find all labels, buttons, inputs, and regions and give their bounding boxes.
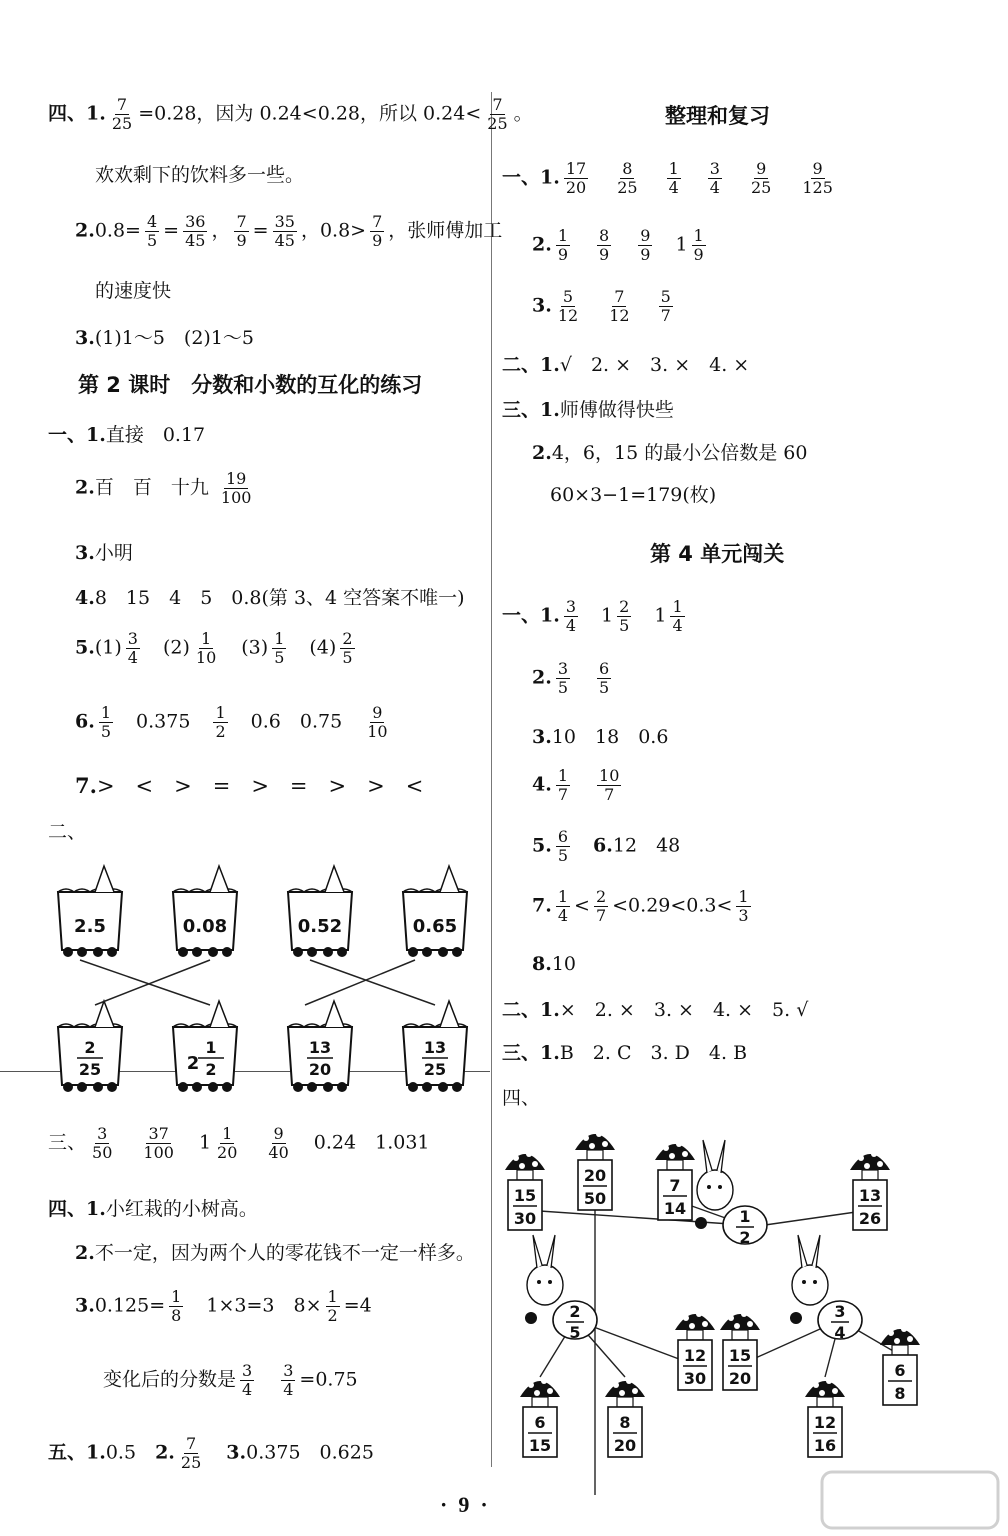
answer-5: 五、1.0.5 2. $\frac{7}{25}$ 3.0.375 0.625 bbox=[48, 1434, 374, 1472]
answer-1-2: 2.百 百 十九 $\frac{19}{100}$ bbox=[75, 469, 252, 507]
review-3-1: 三、1.师傅做得快些 bbox=[502, 399, 674, 421]
watermark-logo bbox=[820, 1470, 1000, 1530]
svg-text:30: 30 bbox=[513, 1209, 537, 1228]
svg-text:30: 30 bbox=[683, 1369, 707, 1388]
mushroom-rabbit-figure bbox=[495, 1115, 965, 1495]
lesson-title: 第 2 课时 分数和小数的互化的练习 bbox=[78, 373, 423, 397]
answer-4-2: 2.0.8= $\frac{4}{5}$ = $\frac{36}{45}$ ， $\frac{7}{9}$ = $\frac{35}{45}$ ，0.8> $\frac{7}{9}$ ，张师傅加工 bbox=[75, 212, 503, 250]
svg-text:12: 12 bbox=[683, 1346, 707, 1365]
part-2-label: 二、 bbox=[48, 821, 87, 843]
svg-text:26: 26 bbox=[858, 1209, 882, 1228]
svg-text:16: 16 bbox=[813, 1436, 837, 1455]
page-number: · 9 · bbox=[440, 1492, 488, 1517]
mushroom-card bbox=[675, 1311, 715, 1390]
svg-text:0.65: 0.65 bbox=[412, 916, 458, 937]
review-1-3: 3. $\frac{5}{12}$ $\frac{7}{12}$ $\frac{5}{7}$ bbox=[532, 287, 671, 325]
unit-3: 三、1.B 2. C 3. D 4. B bbox=[502, 1042, 748, 1064]
svg-text:1: 1 bbox=[205, 1038, 217, 1057]
mushroom-card bbox=[850, 1151, 890, 1230]
svg-text:2: 2 bbox=[739, 1228, 751, 1247]
svg-text:14: 14 bbox=[663, 1199, 687, 1218]
answer-3: 三、 $\frac{3}{50}$ $\frac{37}{100}$ 1 $\frac{1}{20}$ $\frac{9}{40}$ 0.24 1.031 bbox=[48, 1124, 430, 1162]
svg-text:25: 25 bbox=[78, 1060, 102, 1079]
answer-4b-1: 四、1.小红栽的小树高。 bbox=[48, 1198, 258, 1220]
svg-text:13: 13 bbox=[858, 1186, 882, 1205]
svg-text:8: 8 bbox=[894, 1384, 906, 1403]
svg-text:13: 13 bbox=[423, 1038, 447, 1057]
svg-text:15: 15 bbox=[513, 1186, 537, 1205]
answer-1-6: 6. $\frac{1}{5}$ 0.375 $\frac{1}{2}$ 0.6 0.75 $\frac{9}{10}$ bbox=[75, 703, 388, 741]
answer-4-1-cont: 欢欢剩下的饮料多一些。 bbox=[95, 164, 305, 186]
answer-4-3: 3.(1)1～5 (2)1～5 bbox=[75, 327, 255, 349]
svg-text:3: 3 bbox=[834, 1302, 846, 1321]
svg-text:5: 5 bbox=[569, 1323, 581, 1342]
svg-text:15: 15 bbox=[528, 1436, 552, 1455]
unit-2: 二、1.× 2. × 3. × 4. × 5. √ bbox=[502, 999, 809, 1021]
unit-1-5-6: 5. $\frac{6}{5}$ 6.12 48 bbox=[532, 827, 681, 865]
unit-1-4: 4. $\frac{1}{7}$ $\frac{10}{7}$ bbox=[532, 766, 620, 804]
answer-4-1: 四、1. $\frac{7}{25}$ =0.28，因为 0.24<0.28，所以 0.24< $\frac{7}{25}$ 。 bbox=[48, 95, 533, 133]
svg-text:2.5: 2.5 bbox=[74, 916, 106, 937]
review-1-2: 2. $\frac{1}{9}$ $\frac{8}{9}$ $\frac{9}{9}$ 1 $\frac{1}{9}$ bbox=[532, 226, 704, 264]
svg-text:6: 6 bbox=[894, 1361, 906, 1380]
cart-top bbox=[403, 866, 467, 957]
review-1-1: 一、1. $\frac{17}{20}$ $\frac{8}{25}$ $\frac{1}{4}$ $\frac{3}{4}$ $\frac{9}{25}$ $\frac{9}{125}$ bbox=[502, 159, 833, 197]
unit-1-7: 7. $\frac{1}{4}$ < $\frac{2}{7}$ <0.29<0.3< $\frac{1}{3}$ bbox=[532, 887, 749, 925]
unit-title: 第 4 单元闯关 bbox=[650, 542, 785, 566]
cart-bottom bbox=[173, 1001, 237, 1092]
cart-top bbox=[288, 866, 352, 957]
svg-text:2: 2 bbox=[205, 1060, 217, 1079]
cart-bottom bbox=[403, 1001, 467, 1092]
svg-text:25: 25 bbox=[423, 1060, 447, 1079]
fraction: $\frac{9}{125}$ bbox=[802, 159, 833, 197]
answer-4-2-cont: 的速度快 bbox=[95, 280, 172, 302]
svg-text:12: 12 bbox=[813, 1413, 837, 1432]
fraction: $\frac{5}{7}$ bbox=[660, 287, 671, 325]
answer-4b-2: 2.不一定，因为两个人的零花钱不一定一样多。 bbox=[75, 1242, 475, 1264]
svg-text:0.08: 0.08 bbox=[182, 916, 228, 937]
svg-text:20: 20 bbox=[613, 1436, 637, 1455]
fraction: $\frac{17}{20}$ bbox=[565, 159, 587, 197]
rabbit-ellipse bbox=[790, 1235, 862, 1342]
answer-1-3: 3.小明 bbox=[75, 542, 133, 564]
fraction: $\frac{1}{4}$ bbox=[668, 159, 679, 197]
cart-top bbox=[58, 866, 122, 957]
fraction: $\frac{8}{9}$ bbox=[599, 226, 610, 264]
fraction: $\frac{9}{9}$ bbox=[640, 226, 651, 264]
cart-matching-figure bbox=[40, 855, 490, 1095]
match-line bbox=[305, 960, 415, 1005]
fraction: $\frac{5}{12}$ bbox=[557, 287, 579, 325]
mushroom-card bbox=[880, 1326, 920, 1405]
fraction: $\frac{9}{25}$ bbox=[751, 159, 772, 197]
unit-1-8: 8.10 bbox=[532, 953, 577, 975]
mushroom-card bbox=[655, 1141, 695, 1220]
column-divider bbox=[491, 92, 492, 1467]
answer-1-1: 一、1.直接 0.17 bbox=[48, 424, 206, 446]
unit-1-3: 3.10 18 0.6 bbox=[532, 726, 669, 748]
unit-4-label: 四、 bbox=[502, 1087, 541, 1109]
svg-text:20: 20 bbox=[728, 1369, 752, 1388]
answer-4b-3: 3.0.125= $\frac{1}{8}$ 1×3=3 8× $\frac{1}{2}$ =4 bbox=[75, 1287, 372, 1325]
review-3-2: 2.4，6，15 的最小公倍数是 60 bbox=[532, 442, 808, 464]
cart-bottom bbox=[58, 1001, 122, 1092]
mushroom-card bbox=[505, 1151, 545, 1230]
answer-1-4: 4.8 15 4 5 0.8(第 3、4 空答案不唯一) bbox=[75, 587, 465, 609]
review-title: 整理和复习 bbox=[665, 104, 770, 128]
fraction: $\frac{7}{12}$ bbox=[609, 287, 630, 325]
answer-1-5: 5.(1) $\frac{3}{4}$ (2) $\frac{1}{10}$ (3) $\frac{1}{5}$ (4) $\frac{2}{5}$ bbox=[75, 629, 353, 667]
fraction: $\frac{8}{25}$ bbox=[617, 159, 638, 197]
mushroom-card bbox=[605, 1378, 645, 1457]
rabbit-ellipse bbox=[695, 1140, 767, 1247]
svg-text:2: 2 bbox=[186, 1053, 200, 1074]
review-3-2-cont: 60×3−1=179(枚) bbox=[550, 484, 717, 506]
mushroom-card bbox=[520, 1378, 560, 1457]
svg-text:20: 20 bbox=[308, 1060, 332, 1079]
unit-1-2: 2. $\frac{3}{5}$ $\frac{6}{5}$ bbox=[532, 659, 610, 697]
svg-text:0.52: 0.52 bbox=[297, 916, 343, 937]
connector-line bbox=[525, 1210, 745, 1225]
mushroom-card bbox=[575, 1131, 615, 1210]
review-2: 二、1.√ 2. × 3. × 4. × bbox=[502, 354, 750, 376]
svg-text:50: 50 bbox=[583, 1189, 607, 1208]
fraction: $\frac{3}{4}$ bbox=[709, 159, 720, 197]
answer-4b-3-cont: 变化后的分数是 $\frac{3}{4}$ $\frac{3}{4}$ =0.75 bbox=[103, 1361, 358, 1399]
fraction: $\frac{1}{9}$ bbox=[557, 226, 569, 264]
match-line bbox=[310, 960, 435, 1005]
svg-text:2: 2 bbox=[569, 1302, 581, 1321]
answer-1-7: 7.> < > = > = > > < bbox=[75, 773, 424, 798]
svg-text:6: 6 bbox=[534, 1413, 546, 1432]
cart-top bbox=[173, 866, 237, 957]
svg-text:1: 1 bbox=[739, 1207, 751, 1226]
cart-bottom bbox=[288, 1001, 352, 1092]
svg-text:13: 13 bbox=[308, 1038, 332, 1057]
svg-text:2: 2 bbox=[84, 1038, 96, 1057]
svg-text:4: 4 bbox=[834, 1323, 846, 1342]
match-line bbox=[80, 960, 210, 1005]
mushroom-card bbox=[805, 1378, 845, 1457]
rabbit-ellipse bbox=[525, 1235, 597, 1342]
svg-text:20: 20 bbox=[583, 1166, 607, 1185]
svg-text:15: 15 bbox=[728, 1346, 752, 1365]
unit-1-1: 一、1. $\frac{3}{4}$ 1 $\frac{2}{5}$ 1 $\frac{1}{4}$ bbox=[502, 597, 683, 635]
svg-text:7: 7 bbox=[669, 1176, 681, 1195]
mushroom-card bbox=[720, 1311, 760, 1390]
svg-text:8: 8 bbox=[619, 1413, 631, 1432]
